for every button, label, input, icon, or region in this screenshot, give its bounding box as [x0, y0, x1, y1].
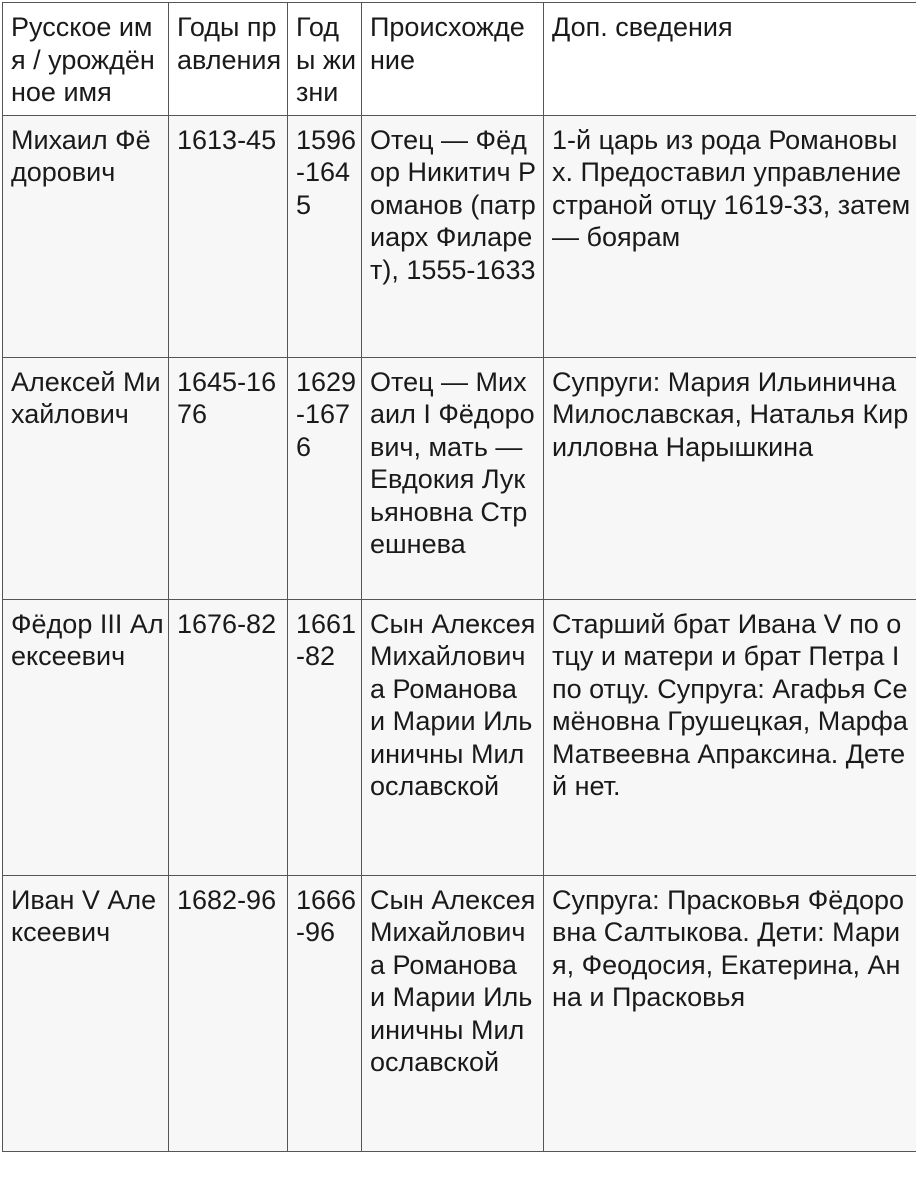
cell-notes: Супруги: Мария Ильинична Милославская, Наталья Кирилловна Нарышкина — [544, 357, 916, 599]
cell-life: 1629-1676 — [288, 357, 362, 599]
table-row — [3, 875, 916, 1151]
cell-name: Иван V Алексеевич — [3, 875, 169, 1151]
cell-origin: Сын Алексея Михайловича Романова и Марии Ильиничны Милославской — [362, 875, 544, 1151]
cell-origin: Отец — Михаил I Фёдорович, мать — Евдокия Лукьяновна Стрешнева — [362, 357, 544, 599]
cell-reign: 1613-45 — [169, 115, 288, 357]
cell-name: Алексей Михайлович — [3, 357, 169, 599]
rulers-table — [2, 2, 916, 1152]
column-header-notes: Доп. сведения — [544, 3, 916, 116]
column-header-origin: Происхождение — [362, 3, 544, 116]
cell-reign: 1645-1676 — [169, 357, 288, 599]
table-row — [3, 599, 916, 875]
table-row — [3, 357, 916, 599]
cell-name: Фёдор III Алексеевич — [3, 599, 169, 875]
table-body — [3, 115, 916, 1151]
table-row — [3, 115, 916, 357]
cell-notes: 1-й царь из рода Романовых. Предоставил управление страной отцу 1619-33, затем — боярам — [544, 115, 916, 357]
cell-origin: Сын Алексея Михайловича Романова и Марии Ильиничны Милославской — [362, 599, 544, 875]
cell-notes: Супруга: Прасковья Фёдоровна Салтыкова. Дети: Мария, Феодосия, Екатерина, Анна и Прасковья — [544, 875, 916, 1151]
cell-life: 1661-82 — [288, 599, 362, 875]
header-row — [3, 3, 916, 116]
cell-life: 1666-96 — [288, 875, 362, 1151]
column-header-reign: Годы правления — [169, 3, 288, 116]
cell-origin: Отец — Фёдор Никитич Романов (патриарх Филарет), 1555-1633 — [362, 115, 544, 357]
column-header-name: Русское имя / урождённое имя — [3, 3, 169, 116]
cell-reign: 1682-96 — [169, 875, 288, 1151]
cell-name: Михаил Фёдорович — [3, 115, 169, 357]
cell-reign: 1676-82 — [169, 599, 288, 875]
cell-life: 1596-1645 — [288, 115, 362, 357]
cell-notes: Старший брат Ивана V по отцу и матери и брат Петра I по отцу. Супруга: Агафья Семёновна Грушецкая, Марфа Матвеевна Апраксина. Детей нет. — [544, 599, 916, 875]
table-header — [3, 3, 916, 116]
column-header-life: Годы жизни — [288, 3, 362, 116]
